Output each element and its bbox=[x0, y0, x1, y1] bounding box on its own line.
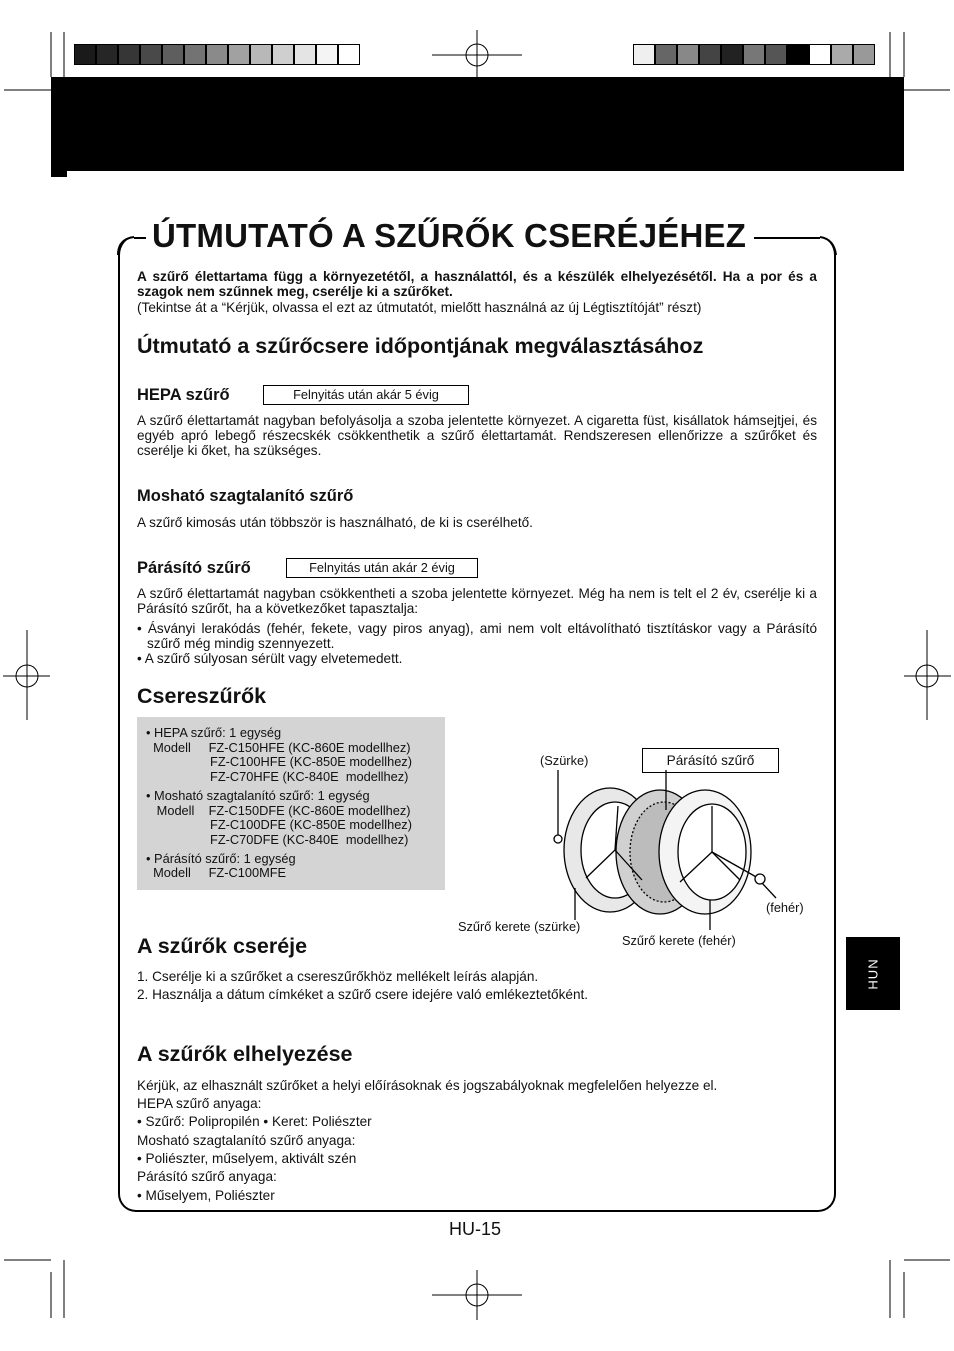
disposal-heading: A szűrők elhelyezése bbox=[137, 1042, 353, 1066]
disposal-line: Mosható szagtalanító szűrő anyaga: bbox=[137, 1133, 356, 1148]
humid-text: A szűrő élettartamát nagyban csökkentheti a szoba jelentette környezet. Még ha nem is telt el 2 év, cserélje ki a Párásító szűrőt, ha a következőket tapasztalja: bbox=[137, 586, 817, 617]
replacement-line: FZ-C70HFE (KC-840E modellhez) bbox=[146, 769, 409, 784]
humid-bullet-2: • A szűrő súlyosan sérült vagy elvetemedett. bbox=[137, 651, 403, 666]
label-gray: (Szürke) bbox=[540, 753, 589, 768]
intro-note: (Tekintse át a “Kérjük, olvassa el ezt az útmutatót, mielőtt használná az új Légtisztítóját” részt) bbox=[137, 300, 702, 315]
replacement-line: Modell FZ-C150DFE (KC-860E modellhez) bbox=[146, 803, 411, 818]
replacement-line: FZ-C70DFE (KC-840E modellhez) bbox=[146, 832, 409, 847]
disposal-line: • Műselyem, Poliészter bbox=[137, 1188, 275, 1203]
washable-title: Mosható szagtalanító szűrő bbox=[137, 487, 354, 505]
header-tab bbox=[51, 171, 67, 177]
color-bar-left bbox=[74, 44, 360, 65]
intro-text: A szűrő élettartama függ a környezetétől, a használattól, és a készülék elhelyezésétől. Ha a por és a szagok nem szűnnek meg, cserélje ki a szűrőket. bbox=[137, 269, 817, 300]
hepa-text: A szűrő élettartamát nagyban befolyásolja a szoba jelentette környezet. A cigaretta füst, kisállatok hámsejtjei, és egyéb apró lebegő részecskék csökkenthetik a szűrő élettartamát. Rendszeresen ellenőrizze a szűrőket és cserélje ki őket, ha szükséges. bbox=[137, 413, 817, 459]
replacement-line: FZ-C100DFE (KC-850E modellhez) bbox=[146, 817, 412, 832]
replacement-line: • HEPA szűrő: 1 egység bbox=[146, 725, 282, 740]
replacement-line: • Mosható szagtalanító szűrő: 1 egység bbox=[146, 788, 370, 803]
replacement-line: • Párásító szűrő: 1 egység bbox=[146, 851, 296, 866]
change-heading: A szűrők cseréje bbox=[137, 934, 308, 958]
filter-diagram bbox=[540, 770, 800, 930]
replacement-line: FZ-C100HFE (KC-850E modellhez) bbox=[146, 754, 412, 769]
page-title: ÚTMUTATÓ A SZŰRŐK CSERÉJÉHEZ bbox=[150, 216, 754, 256]
humid-title: Párásító szűrő bbox=[137, 559, 251, 577]
label-frame-white: Szűrő kerete (fehér) bbox=[622, 933, 736, 948]
color-bar-right bbox=[633, 44, 875, 65]
change-step-1: 1. Cserélje ki a szűrőket a csereszűrőkhöz mellékelt leírás alapján. bbox=[137, 969, 539, 984]
washable-text: A szűrő kimosás után többször is használható, de ki is cserélhető. bbox=[137, 515, 533, 530]
disposal-line: Párásító szűrő anyaga: bbox=[137, 1169, 277, 1184]
humid-lifetime-badge: Felnyitás után akár 2 évig bbox=[286, 558, 478, 578]
header-band bbox=[51, 77, 904, 171]
page-number: HU-15 bbox=[449, 1219, 502, 1239]
hepa-lifetime-badge: Felnyitás után akár 5 évig bbox=[263, 385, 469, 405]
label-frame-gray: Szűrő kerete (szürke) bbox=[458, 919, 581, 934]
replacement-line: Modell FZ-C100MFE bbox=[146, 865, 287, 880]
disposal-line: Kérjük, az elhasznált szűrőket a helyi előírásoknak és jogszabályoknak megfelelően helyezze el. bbox=[137, 1078, 718, 1093]
change-step-2: 2. Használja a dátum címkéket a szűrő csere idejére való emlékeztetőként. bbox=[137, 987, 589, 1002]
humid-bullet-1: • Ásványi lerakódás (fehér, fekete, vagy piros anyag), ami nem volt eltávolítható tisztításkor vagy a Párásító szűrő még mindig szennyezett. bbox=[137, 621, 817, 652]
label-white: (fehér) bbox=[766, 900, 804, 915]
disposal-line: • Poliészter, műselyem, aktivált szén bbox=[137, 1151, 357, 1166]
disposal-line: • Szűrő: Polipropilén • Keret: Poliészter bbox=[137, 1114, 372, 1129]
hepa-title: HEPA szűrő bbox=[137, 386, 230, 404]
replacement-line: Modell FZ-C150HFE (KC-860E modellhez) bbox=[146, 740, 411, 755]
label-humid-filter: Párásító szűrő bbox=[642, 748, 779, 773]
language-tab bbox=[846, 937, 900, 1010]
language-tab-label: HUN bbox=[865, 957, 881, 990]
disposal-line: HEPA szűrő anyaga: bbox=[137, 1096, 262, 1111]
guide-heading: Útmutató a szűrőcsere időpontjának megválasztásához bbox=[137, 334, 704, 358]
replacement-heading: Csereszűrők bbox=[137, 684, 267, 708]
